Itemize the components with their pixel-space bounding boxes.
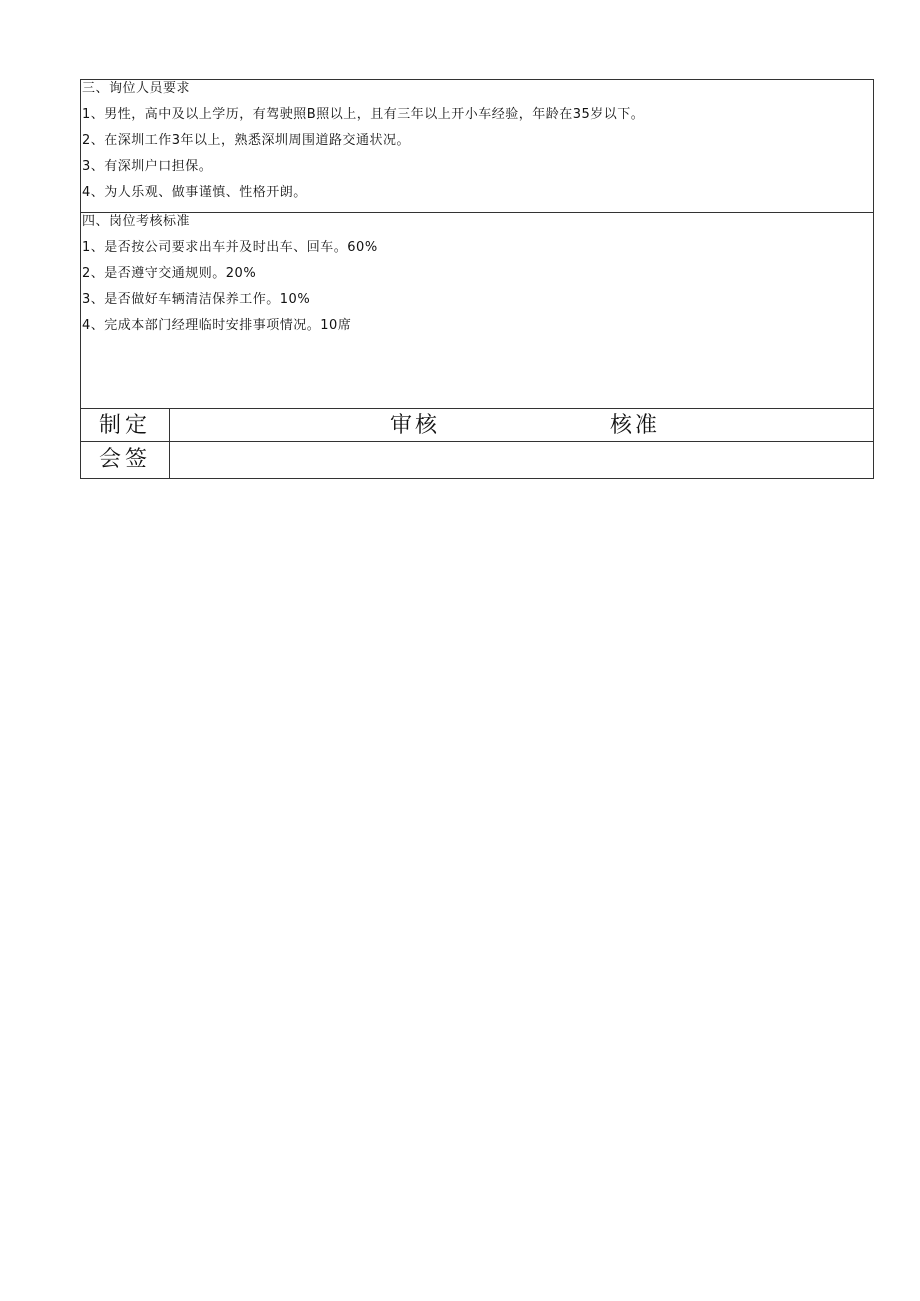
assessment-item: 4、完成本部门经理临时安排事项情况。10席	[82, 318, 352, 333]
prepared-label: 制定	[81, 409, 170, 441]
assessment-item: 2、是否遵守交通规则。20%	[82, 266, 257, 281]
job-description-table	[80, 79, 874, 479]
countersign-field	[170, 442, 873, 478]
approve-label: 核准	[610, 413, 661, 438]
countersign-row	[81, 442, 873, 478]
requirements-section	[81, 80, 873, 213]
assessment-item: 1、是否按公司要求出车并及时出车、回车。60%	[82, 240, 378, 255]
requirements-heading: 三、询位人员要求	[82, 81, 191, 96]
assessment-heading: 四、岗位考核标准	[82, 214, 191, 229]
countersign-label: 会签	[81, 442, 170, 478]
requirement-item: 4、为人乐观、做事谨慎、性格开朗。	[82, 185, 307, 200]
signature-row	[81, 409, 873, 442]
requirement-item: 1、男性，高中及以上学历，有驾驶照B照以上，且有三年以上开小车经验，年龄在35岁以下。	[82, 107, 645, 122]
review-label: 审核	[390, 413, 441, 438]
assessment-item: 3、是否做好车辆清洁保养工作。10%	[82, 292, 311, 307]
assessment-section	[81, 213, 873, 409]
requirement-item: 3、有深圳户口担保。	[82, 159, 213, 174]
signature-fields	[170, 409, 873, 441]
requirement-item: 2、在深圳工作3年以上，熟悉深圳周围道路交通状况。	[82, 133, 411, 148]
